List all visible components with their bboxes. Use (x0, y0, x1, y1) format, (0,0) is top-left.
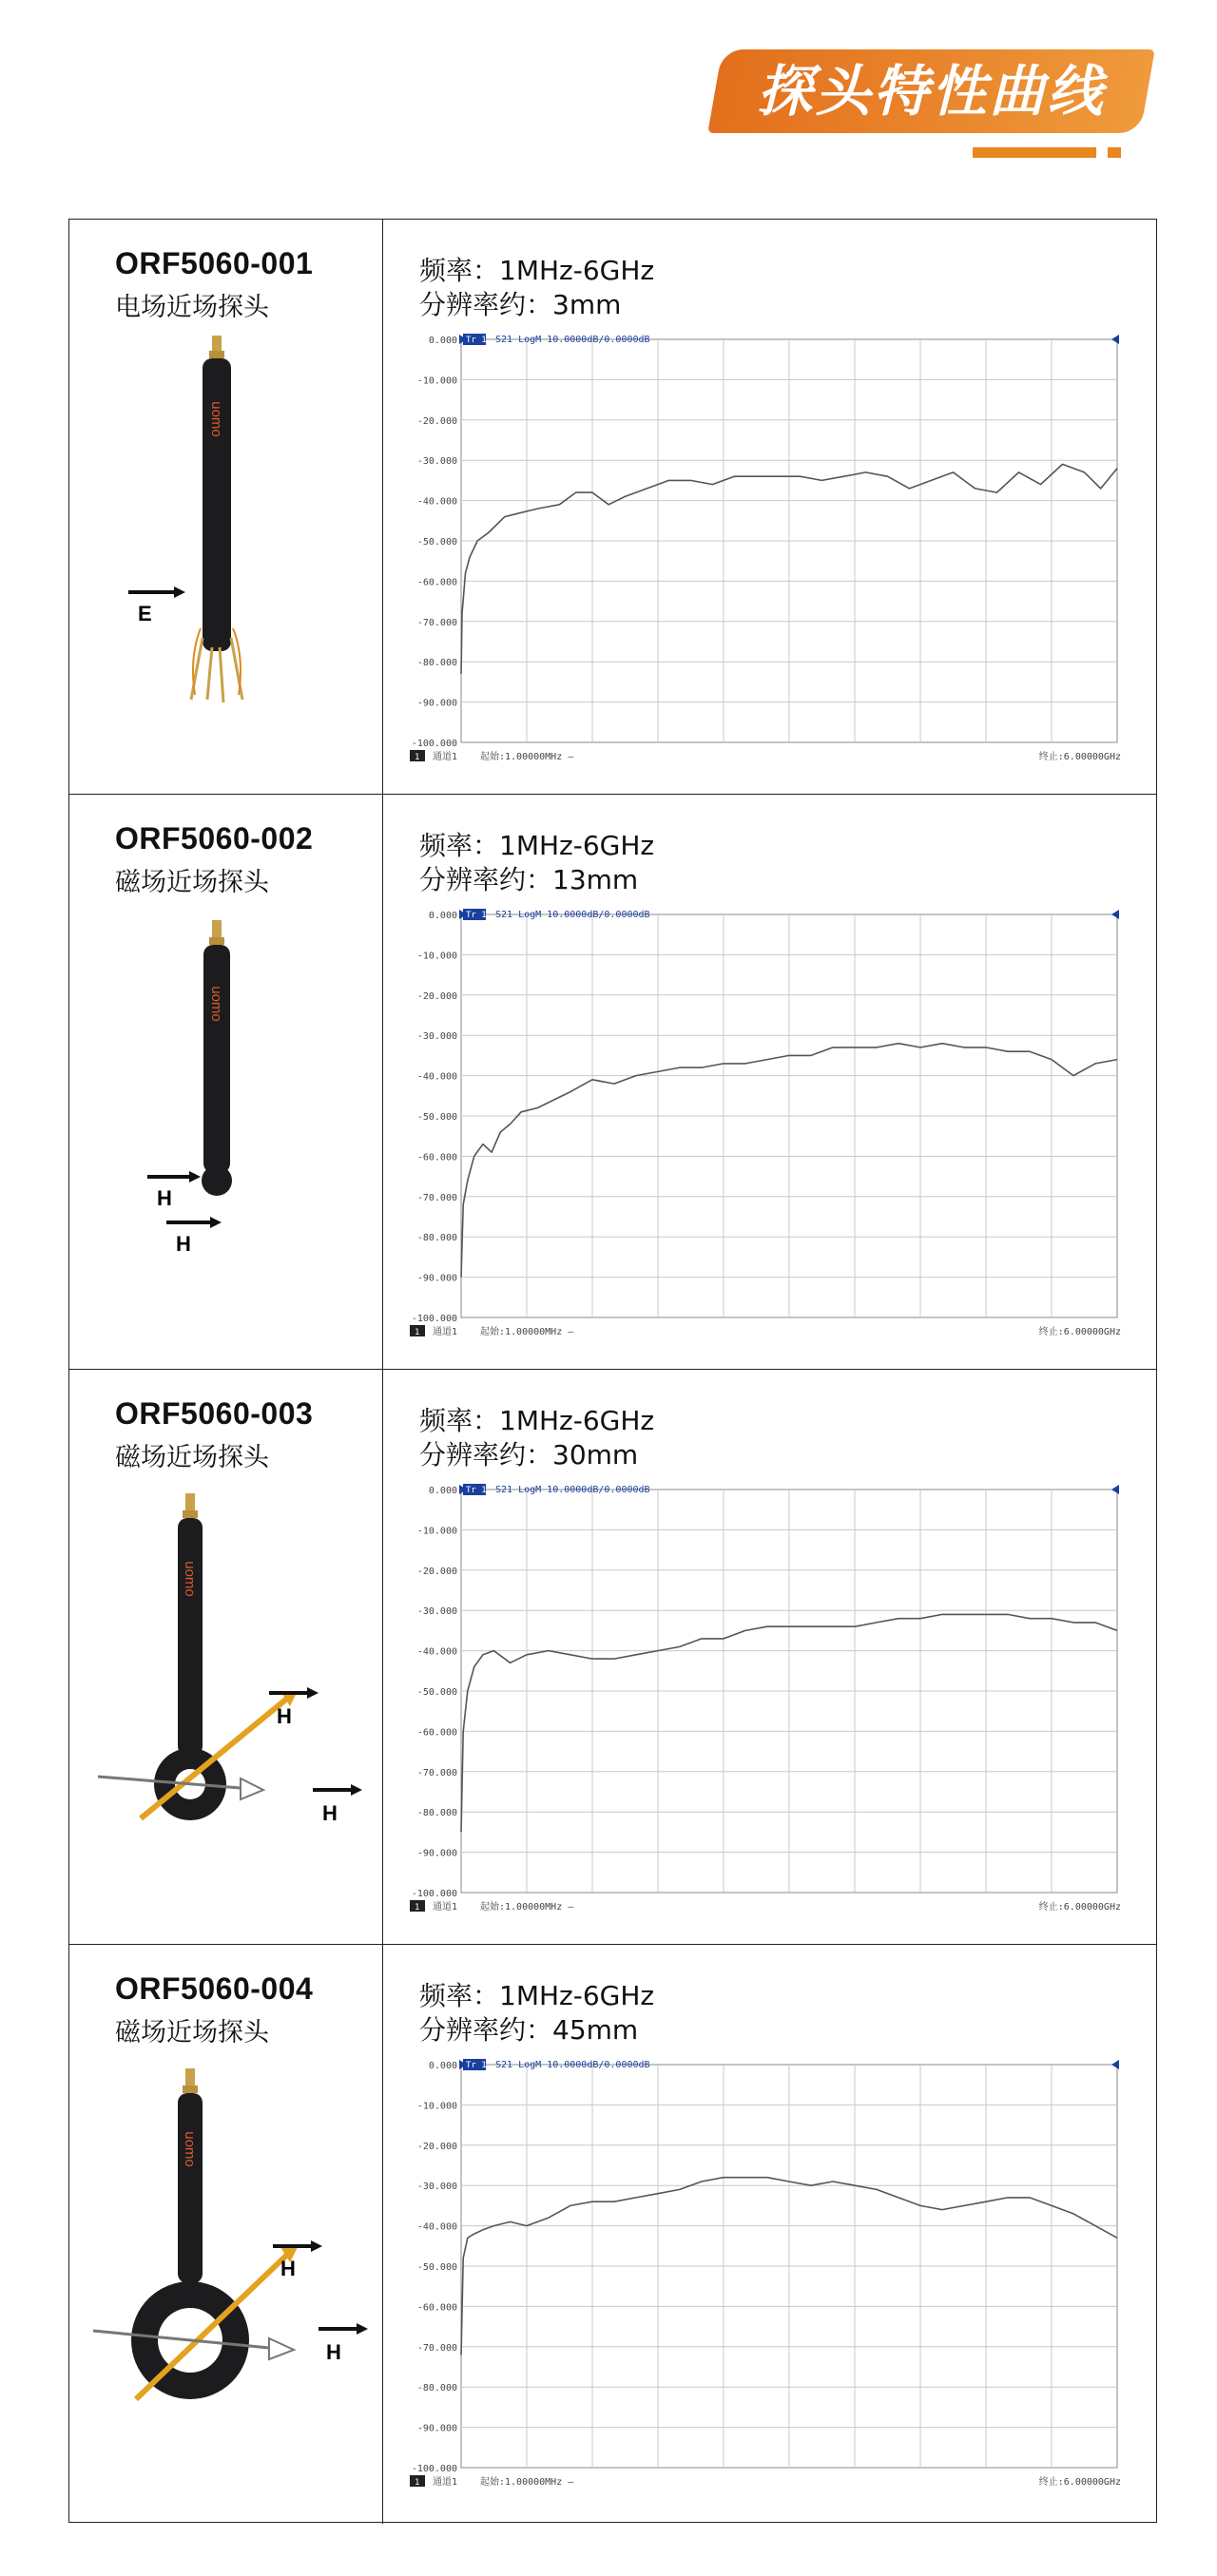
s21-chart (402, 1476, 1144, 1913)
y-tick-label: -30.000 (416, 1606, 457, 1618)
y-tick-label: -40.000 (416, 1646, 457, 1658)
stop-frequency-label: 终止:6.00000GHz (1038, 1327, 1121, 1337)
y-tick-label: -60.000 (416, 1152, 457, 1163)
s21-chart (402, 326, 1144, 763)
svg-text:uomo: uomo (208, 986, 224, 1022)
table-row (69, 1945, 1156, 2524)
probe-info-cell (69, 795, 383, 1369)
resolution: 分辨率约：13mm (419, 864, 639, 895)
probe-model: ORF5060-002 (115, 821, 314, 855)
y-tick-label: -100.000 (411, 2464, 457, 2474)
channel-label: 通道1 (433, 1327, 458, 1337)
trace-info: S21 LogM 10.0000dB/0.0000dB (495, 910, 650, 920)
y-tick-label: -10.000 (416, 951, 457, 962)
trace-label: Tr 1 (466, 2061, 487, 2070)
y-tick-label: 0.000 (428, 336, 457, 346)
start-frequency-label: 起始:1.00000MHz — (480, 1902, 574, 1913)
svg-text:uomo: uomo (208, 401, 224, 437)
y-tick-label: -40.000 (416, 2221, 457, 2233)
e-field-probe-image (69, 324, 383, 790)
svg-text:uomo: uomo (182, 1561, 198, 1597)
y-tick-label: -50.000 (416, 2262, 457, 2273)
s21-chart (402, 901, 1144, 1338)
y-tick-label: -80.000 (416, 2383, 457, 2394)
probe-type: 磁场近场探头 (115, 2018, 269, 2047)
trace-label: Tr 1 (466, 911, 487, 920)
trace-label: Tr 1 (466, 336, 487, 345)
frequency-range: 频率：1MHz-6GHz (419, 1980, 655, 2011)
svg-text:uomo: uomo (182, 2131, 198, 2167)
y-tick-label: -80.000 (416, 1808, 457, 1819)
stop-frequency-label: 终止:6.00000GHz (1038, 752, 1121, 762)
table-row (69, 795, 1156, 1370)
channel-badge-label: 1 (415, 1328, 420, 1337)
y-tick-label: -50.000 (416, 537, 457, 548)
channel-badge-label: 1 (415, 753, 420, 762)
probe-info-cell (69, 1370, 383, 1944)
chart-cell (383, 1945, 1156, 2524)
trace-info: S21 LogM 10.0000dB/0.0000dB (495, 2060, 650, 2070)
field-label-h: H (280, 2257, 296, 2280)
y-tick-label: -100.000 (411, 739, 457, 749)
frequency-range: 频率：1MHz-6GHz (419, 255, 655, 286)
chart-cell (383, 220, 1156, 794)
field-label-h: H (326, 2340, 341, 2364)
y-tick-label: -70.000 (416, 617, 457, 628)
y-tick-label: -80.000 (416, 658, 457, 669)
probe-type: 磁场近场探头 (115, 868, 269, 897)
s21-chart (402, 2051, 1144, 2489)
y-tick-label: -70.000 (416, 1767, 457, 1778)
channel-badge-label: 1 (415, 1903, 420, 1913)
y-tick-label: -90.000 (416, 698, 457, 709)
y-tick-label: -80.000 (416, 1233, 457, 1244)
y-tick-label: -60.000 (416, 2302, 457, 2314)
channel-label: 通道1 (433, 752, 458, 762)
y-tick-label: -90.000 (416, 1273, 457, 1284)
y-tick-label: -50.000 (416, 1687, 457, 1698)
y-tick-label: -10.000 (416, 375, 457, 387)
y-tick-label: -30.000 (416, 1031, 457, 1043)
channel-label: 通道1 (433, 2477, 458, 2488)
field-label-h: H (176, 1232, 191, 1256)
probe-model: ORF5060-003 (115, 1396, 314, 1431)
table-row (69, 1370, 1156, 1945)
y-tick-label: -40.000 (416, 496, 457, 508)
probe-type: 电场近场探头 (115, 293, 269, 322)
frequency-range: 频率：1MHz-6GHz (419, 830, 655, 861)
y-tick-label: -50.000 (416, 1112, 457, 1123)
chart-cell (383, 795, 1156, 1369)
stop-frequency-label: 终止:6.00000GHz (1038, 1902, 1121, 1913)
y-tick-label: -20.000 (416, 1566, 457, 1577)
resolution: 分辨率约：45mm (419, 2014, 639, 2046)
field-label-h: H (322, 1801, 338, 1825)
channel-label: 通道1 (433, 1902, 458, 1913)
table-row (69, 220, 1156, 795)
field-label-h: H (157, 1186, 172, 1210)
probe-info-cell (69, 220, 383, 794)
page-title: 探头特性曲线 (757, 59, 1106, 124)
y-tick-label: -100.000 (411, 1889, 457, 1899)
header-banner (715, 49, 1148, 133)
y-tick-label: -70.000 (416, 2342, 457, 2354)
title-underline-dot (1108, 147, 1121, 158)
y-tick-label: -20.000 (416, 2141, 457, 2152)
start-frequency-label: 起始:1.00000MHz — (480, 2477, 574, 2488)
field-label-h: H (277, 1704, 292, 1728)
probe-model: ORF5060-001 (115, 246, 314, 280)
y-tick-label: -60.000 (416, 577, 457, 588)
h-field-probe-large-image (69, 2049, 383, 2515)
y-tick-label: 0.000 (428, 911, 457, 921)
start-frequency-label: 起始:1.00000MHz — (480, 1327, 574, 1337)
channel-badge-label: 1 (415, 2478, 420, 2488)
chart-cell (383, 1370, 1156, 1944)
y-tick-label: 0.000 (428, 1486, 457, 1496)
trace-label: Tr 1 (466, 1486, 487, 1495)
h-field-probe-medium-image (69, 1474, 383, 1940)
trace-info: S21 LogM 10.0000dB/0.0000dB (495, 1485, 650, 1495)
probe-info-cell (69, 1945, 383, 2524)
y-tick-label: -20.000 (416, 415, 457, 427)
title-underline (973, 147, 1096, 158)
y-tick-label: -20.000 (416, 990, 457, 1002)
y-tick-label: 0.000 (428, 2061, 457, 2071)
probe-type: 磁场近场探头 (115, 1443, 269, 1472)
trace-info: S21 LogM 10.0000dB/0.0000dB (495, 335, 650, 345)
field-label-e: E (138, 602, 152, 625)
y-tick-label: -30.000 (416, 2182, 457, 2193)
y-tick-label: -40.000 (416, 1071, 457, 1083)
frequency-range: 频率：1MHz-6GHz (419, 1405, 655, 1436)
y-tick-label: -90.000 (416, 1848, 457, 1859)
stop-frequency-label: 终止:6.00000GHz (1038, 2477, 1121, 2488)
y-tick-label: -100.000 (411, 1314, 457, 1324)
y-tick-label: -90.000 (416, 2423, 457, 2434)
probe-table (68, 219, 1157, 2523)
h-field-probe-small-image (69, 899, 383, 1365)
resolution: 分辨率约：3mm (419, 289, 622, 320)
y-tick-label: -10.000 (416, 1526, 457, 1537)
y-tick-label: -60.000 (416, 1727, 457, 1739)
y-tick-label: -10.000 (416, 2101, 457, 2112)
resolution: 分辨率约：30mm (419, 1439, 639, 1471)
y-tick-label: -70.000 (416, 1192, 457, 1203)
probe-model: ORF5060-004 (115, 1971, 314, 2006)
start-frequency-label: 起始:1.00000MHz — (480, 752, 574, 762)
y-tick-label: -30.000 (416, 456, 457, 468)
